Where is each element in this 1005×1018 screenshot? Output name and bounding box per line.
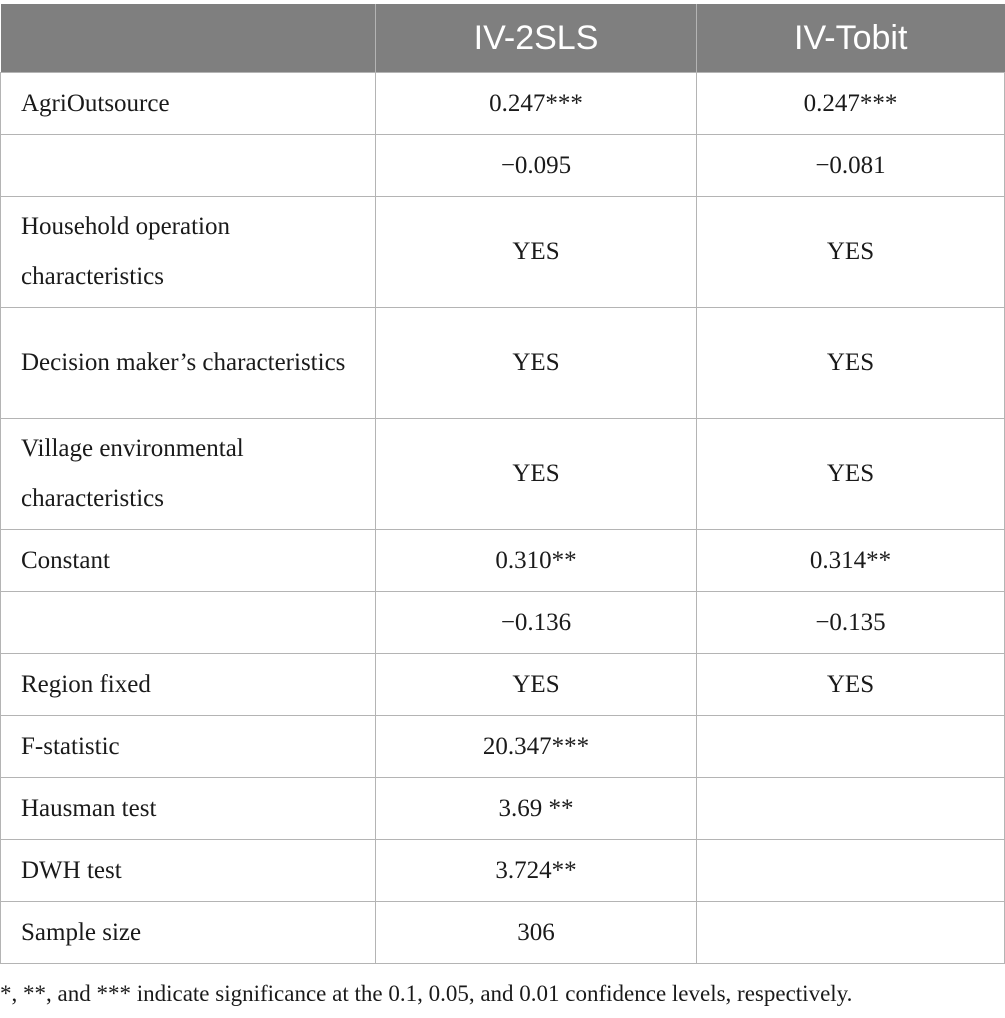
header-variable [1,4,376,73]
table-header-row [1,4,1005,73]
row-label: Hausman test [1,778,376,840]
iv-tobit-cell: −0.081 [697,135,1005,197]
row-label: F-statistic [1,716,376,778]
table-row [1,135,1005,197]
iv-tobit-cell: YES [697,197,1005,308]
iv-tobit-cell: 0.314** [697,530,1005,592]
iv-2sls-cell: 0.310** [376,530,697,592]
results-table [0,4,1005,964]
table-row [1,530,1005,592]
table-row [1,716,1005,778]
row-label: Region fixed [1,654,376,716]
row-label [1,592,376,654]
iv-2sls-cell: −0.095 [376,135,697,197]
iv-tobit-cell: YES [697,308,1005,419]
table-row [1,902,1005,964]
iv-2sls-cell: 3.69 ** [376,778,697,840]
header-iv-2sls: IV-2SLS [376,4,697,73]
table-row [1,654,1005,716]
iv-tobit-cell [697,778,1005,840]
table-row [1,840,1005,902]
table-row [1,197,1005,308]
iv-tobit-cell: 0.247*** [697,73,1005,135]
iv-2sls-cell: YES [376,419,697,530]
iv-tobit-cell [697,902,1005,964]
row-label: Village environmental characteristics [1,419,376,530]
iv-2sls-cell: YES [376,308,697,419]
iv-2sls-cell: 0.247*** [376,73,697,135]
row-label: Decision maker’s characteristics [1,308,376,419]
header-iv-tobit: IV-Tobit [697,4,1005,73]
iv-2sls-cell: 3.724** [376,840,697,902]
iv-2sls-cell: 306 [376,902,697,964]
row-label: Constant [1,530,376,592]
iv-tobit-cell: YES [697,654,1005,716]
table-row [1,778,1005,840]
iv-2sls-cell: 20.347*** [376,716,697,778]
iv-2sls-cell: YES [376,654,697,716]
iv-2sls-cell: −0.136 [376,592,697,654]
row-label [1,135,376,197]
iv-tobit-cell: YES [697,419,1005,530]
iv-tobit-cell [697,840,1005,902]
iv-tobit-cell: −0.135 [697,592,1005,654]
table-row [1,592,1005,654]
row-label: Household operation characteristics [1,197,376,308]
table-row [1,308,1005,419]
table-footnote: *, **, and *** indicate significance at the 0.1, 0.05, and 0.01 confidence levels, respectively. [0,981,853,1006]
row-label: AgriOutsource [1,73,376,135]
iv-2sls-cell: YES [376,197,697,308]
iv-tobit-cell [697,716,1005,778]
table-row [1,73,1005,135]
row-label: Sample size [1,902,376,964]
row-label: DWH test [1,840,376,902]
table-row [1,419,1005,530]
